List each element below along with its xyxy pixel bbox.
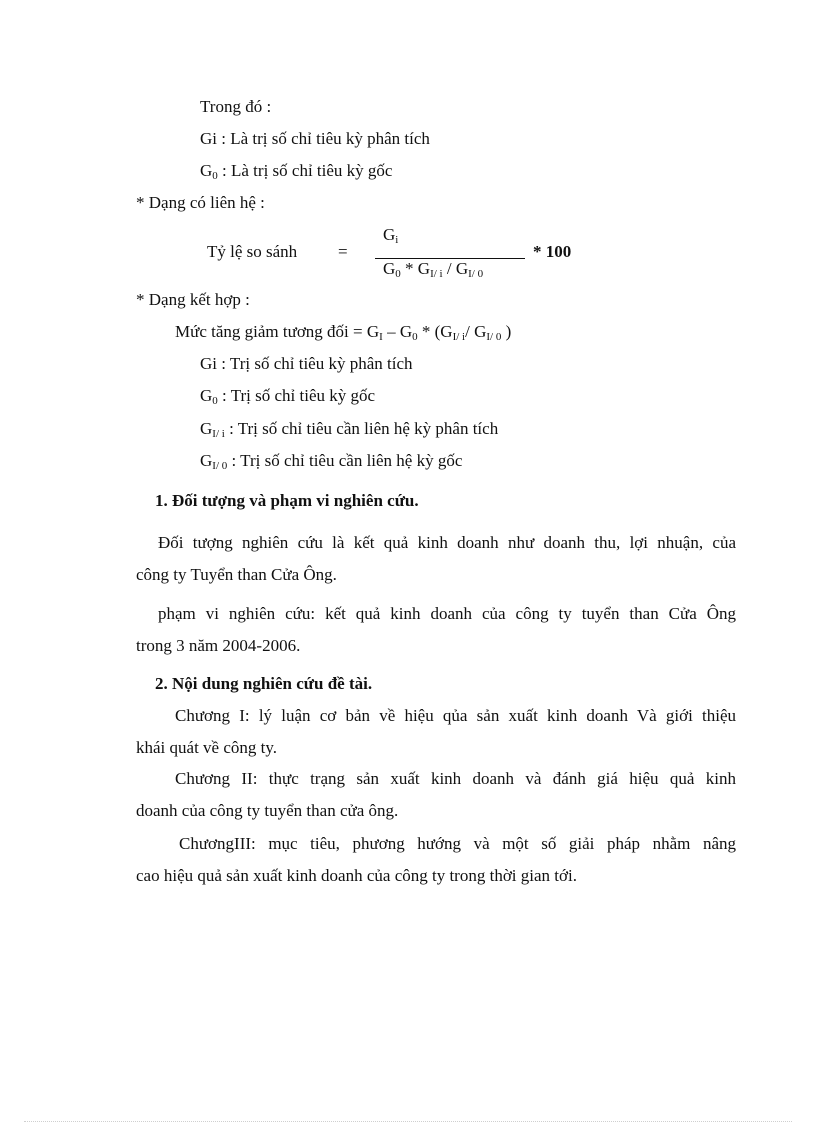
formula-lhs: Tỷ lệ so sánh (207, 242, 298, 261)
symbol-subscript: I/ 0 (212, 460, 228, 472)
paragraph-line: cao hiệu quả sản xuất kinh doanh của công ty trong thời gian tới. (136, 866, 577, 885)
symbol-subscript: 0 (212, 170, 218, 182)
symbol: Gi (200, 129, 217, 148)
definition-text: : Trị số chỉ tiêu cần liên hệ kỳ gốc (227, 451, 463, 470)
symbol: Gi (200, 354, 217, 373)
formula-multiplier: * 100 (533, 242, 572, 261)
definition-line (200, 418, 498, 440)
paragraph-line: Chương II: thực trạng sản xuất kinh doanh và đánh giá hiệu quả kinh (175, 769, 736, 788)
paragraph-line: doanh của công ty tuyển than cửa ông. (136, 801, 399, 820)
symbol-subscript: I/ i (212, 428, 225, 440)
definition-line (200, 353, 413, 375)
section-heading: 1. Đối tượng và phạm vi nghiên cứu. (155, 491, 419, 510)
symbol: G (200, 451, 213, 470)
symbol-subscript: 0 (212, 395, 218, 407)
definition-text: : Trị số chỉ tiêu kỳ phân tích (217, 354, 413, 373)
paragraph-line: trong 3 năm 2004-2006. (136, 636, 301, 655)
definition-text: : Là trị số chỉ tiêu kỳ phân tích (217, 129, 430, 148)
definition-line (200, 160, 392, 182)
definition-text: : Trị số chỉ tiêu kỳ gốc (217, 386, 376, 405)
section-heading: 2. Nội dung nghiên cứu đề tài. (155, 674, 373, 693)
definition-text: : Là trị số chỉ tiêu kỳ gốc (217, 161, 393, 180)
intro-text: Trong đó : (200, 97, 272, 116)
paragraph-line: ChươngIII: mục tiêu, phương hướng và một số giải pháp nhằm nâng (179, 834, 736, 853)
paragraph-line: khái quát về công ty. (136, 738, 277, 757)
paragraph-line: công ty Tuyển than Cửa Ông. (136, 565, 337, 584)
formula-equals: = (338, 242, 348, 261)
definition-line (200, 128, 430, 150)
symbol: G (200, 386, 213, 405)
combined-heading: * Dạng kết hợp : (136, 290, 250, 309)
paragraph-line: Đối tượng nghiên cứu là kết quả kinh doanh như doanh thu, lợi nhuận, của (158, 533, 736, 552)
definition-line (200, 450, 462, 472)
symbol: G (200, 419, 213, 438)
page-bottom-border (24, 1121, 792, 1122)
symbol: G (200, 161, 213, 180)
paragraph-line: Chương I: lý luận cơ bản về hiệu qủa sản xuất kinh doanh Và giới thiệu (175, 706, 736, 725)
combined-formula: Mức tăng giảm tương đối = $G_I - G_0 * (G_{I/ i}/$ $G_{I/ 0}$ ) (175, 322, 512, 343)
definition-line (200, 385, 375, 407)
related-heading: * Dạng có liên hệ : (136, 193, 265, 212)
definition-text: : Trị số chỉ tiêu cần liên hệ kỳ phân tích (224, 419, 499, 438)
paragraph-line: phạm vi nghiên cứu: kết quả kinh doanh của công ty tuyển than Cửa Ông (158, 604, 736, 623)
fraction-numerator: $G_i$ (383, 225, 399, 246)
fraction-denominator: $G_0 * G_{I/ i} / G_{I/ 0}$ (383, 259, 484, 280)
